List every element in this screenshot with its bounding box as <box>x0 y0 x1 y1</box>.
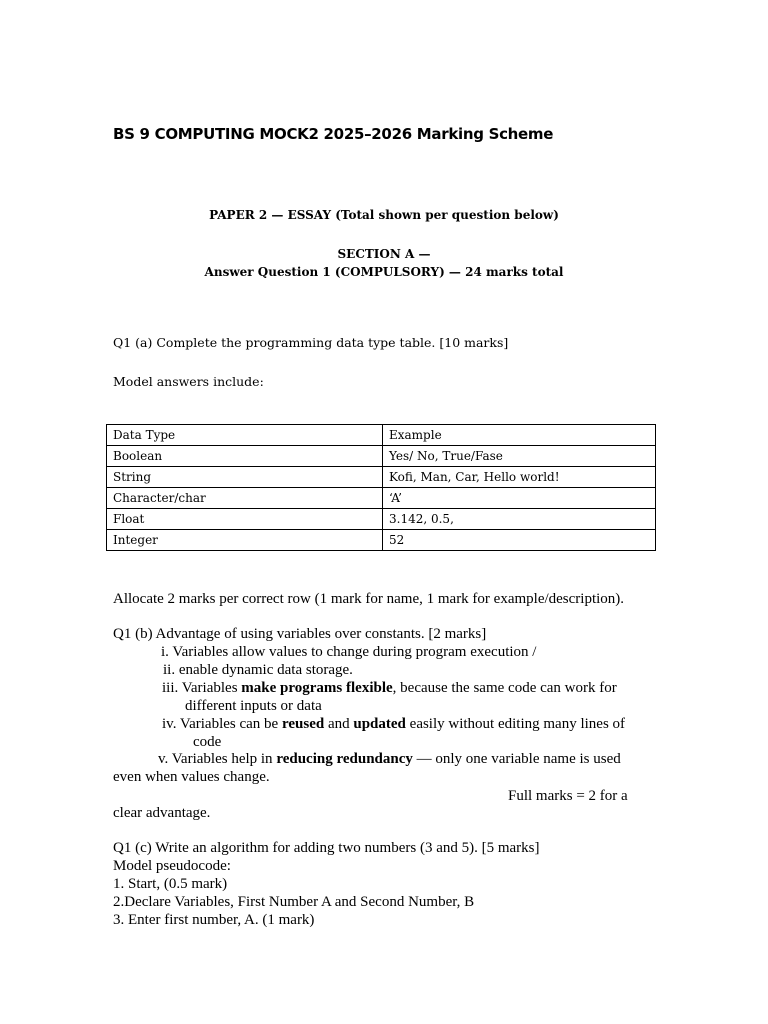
q1b-point-ii: ii. enable dynamic data storage. <box>163 662 353 678</box>
q1b-point-iii-emphasis: make programs flexible <box>241 680 393 696</box>
section-heading: SECTION A — <box>337 247 431 261</box>
table-row <box>107 509 656 530</box>
table-cell: Integer <box>107 530 383 551</box>
table-cell: ‘A’ <box>383 488 656 509</box>
section-subheading: Answer Question 1 (COMPULSORY) — 24 marks total <box>204 265 564 279</box>
document-title: BS 9 COMPUTING MOCK2 2025–2026 Marking Scheme <box>113 125 554 143</box>
q1c-model-label: Model pseudocode: <box>113 858 231 874</box>
q1b-point-iii-continued: different inputs or data <box>185 698 322 714</box>
table-header-cell: Example <box>383 425 656 446</box>
q1b-point-v-text: v. Variables help in <box>158 751 277 767</box>
table-header-cell: Data Type <box>107 425 383 446</box>
paper-heading: PAPER 2 — ESSAY (Total shown per question below) <box>209 208 559 222</box>
table-row <box>107 446 656 467</box>
q1b-point-iii-text: iii. Variables <box>162 680 242 696</box>
q1c-step-3: 3. Enter first number, A. (1 mark) <box>113 912 315 928</box>
table-cell: Yes/ No, True/Fase <box>383 446 656 467</box>
table-header-row <box>107 425 656 446</box>
data-type-table <box>106 424 656 551</box>
q1b-point-v-text: — only one variable name is used <box>412 751 621 767</box>
q1b-point-iv-text: iv. Variables can be <box>162 716 282 732</box>
table-row <box>107 467 656 488</box>
q1b-point-iii-text: , because the same code can work for <box>392 680 617 696</box>
q1c-step-2: 2.Declare Variables, First Number A and Second Number, B <box>113 894 475 910</box>
table-row <box>107 488 656 509</box>
table-cell: 52 <box>383 530 656 551</box>
q1b-point-i: i. Variables allow values to change during program execution / <box>161 644 537 660</box>
q1b-point-iii <box>162 679 617 697</box>
marks-allocation-note: Allocate 2 marks per correct row (1 mark for name, 1 mark for example/description). <box>113 591 625 607</box>
table-cell: Boolean <box>107 446 383 467</box>
q1b-point-v <box>158 750 621 768</box>
q1b-point-iv-text: and <box>324 716 354 732</box>
q1b-point-iv-text: easily without editing many lines of <box>405 716 626 732</box>
q1b-prompt: Q1 (b) Advantage of using variables over constants. [2 marks] <box>113 626 487 642</box>
q1b-point-v-emphasis: reducing redundancy <box>276 751 413 767</box>
q1b-point-iv <box>162 715 625 733</box>
table-cell: Kofi, Man, Car, Hello world! <box>383 467 656 488</box>
q1b-point-iv-continued: code <box>193 734 222 750</box>
q1c-prompt: Q1 (c) Write an algorithm for adding two numbers (3 and 5). [5 marks] <box>113 840 540 856</box>
full-marks-note: Full marks = 2 for a <box>508 788 628 804</box>
table-cell: String <box>107 467 383 488</box>
model-answers-intro: Model answers include: <box>113 374 264 389</box>
table-cell: 3.142, 0.5, <box>383 509 656 530</box>
q1b-point-iv-emphasis: reused <box>281 716 325 732</box>
full-marks-note-continued: clear advantage. <box>113 805 211 821</box>
q1c-step-1: 1. Start, (0.5 mark) <box>113 876 228 892</box>
table-row <box>107 530 656 551</box>
table-cell: Float <box>107 509 383 530</box>
table-cell: Character/char <box>107 488 383 509</box>
q1b-point-v-continued: even when values change. <box>113 769 270 785</box>
q1b-point-iv-emphasis: updated <box>353 716 406 732</box>
q1a-prompt: Q1 (a) Complete the programming data type table. [10 marks] <box>113 335 509 350</box>
